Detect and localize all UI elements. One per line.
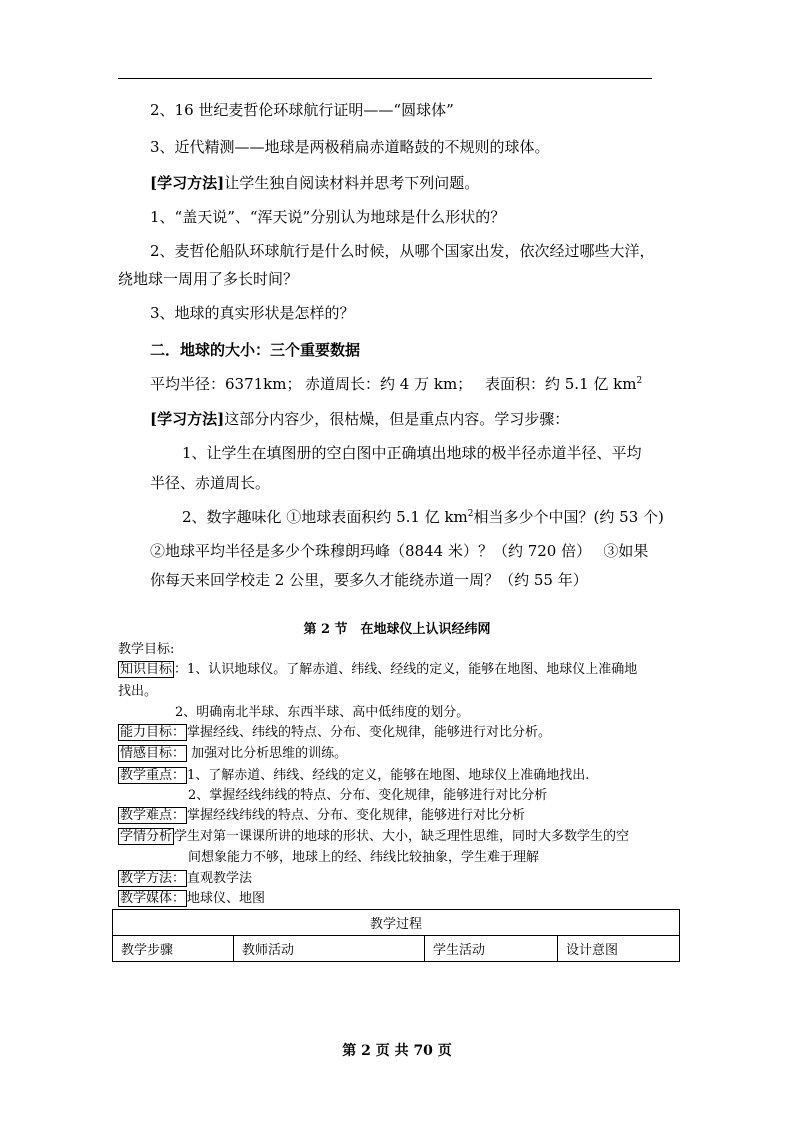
method-tag: [学习方法] [150,410,225,428]
paragraph-line: 2、16 世纪麦哲伦环球航行证明——“圆球体” [150,101,454,119]
step-line: 1、让学生在填图册的空白图中正确填出地球的极半径赤道半径、平均 [182,444,642,462]
data-circumference: 赤道周长：约 4 万 km； [305,375,473,393]
media-tag: 教学媒体： [120,891,186,906]
difficulty-tag: 教学难点： [120,808,186,823]
table-title: 教学过程 [113,910,680,936]
method-paragraph [150,409,569,429]
teaching-difficulty: 教学难点： 掌握经线纬线的特点、分布、变化规律，能够进行对比分析 [120,808,526,823]
method-text: 这部分内容少，很枯燥，但是重点内容。学习步骤： [224,410,570,428]
method-paragraph [150,173,479,193]
data-radius: 平均半径：6371km； [150,375,302,393]
section-heading: 二．地球的大小：三个重要数据 [150,341,361,359]
table-row [113,936,680,962]
table-header: 教学步骤 [113,936,234,962]
question-line: 2、麦哲伦船队环球航行是什么时候，从哪个国家出发，依次经过哪些大洋， [150,242,655,260]
lesson-title: 第 2 节 在地球仪上认识经纬网 [303,622,491,637]
knowledge-tag: 知识目标 [120,662,173,677]
step-line: 2、数字趣味化 ①地球表面积约 5.1 亿 $km^2$相当多少个中国？(约 53 个) [182,508,664,526]
situation-tag: 学情分析 [120,829,173,844]
table-header: 教师活动 [234,936,425,962]
table-header: 学生活动 [425,936,558,962]
emotion-goal: 情感目标： 加强对比分析思维的训练。 [120,746,348,761]
question-line: 绕地球一周用了多长时间？ [118,270,299,288]
method-text: 让学生独自阅读材料并思考下列问题。 [224,174,480,192]
knowledge-goal: 知识目标 ：1、认识地球仪。了解赤道、纬线、经线的定义，能够在地图、地球仪上准确地 [120,662,638,677]
ability-goal: 能力目标： 掌握经线、纬线的特点、分布、变化规律，能够进行对比分析。 [120,725,552,740]
paragraph-line: 3、近代精测——地球是两极稍扁赤道略鼓的不规则的球体。 [150,138,550,156]
page-footer: 第 2 页 共 70 页 [342,1043,452,1059]
ability-tag: 能力目标： [120,725,186,740]
step-line: 半径、赤道周长。 [150,474,271,492]
student-situation-cont: 间想象能力不够，地球上的经、纬线比较抽象，学生难于理解 [188,850,540,865]
header-rule [118,78,652,79]
goals-label: 教学目标: [118,642,175,657]
teaching-key-2: 2、掌握经线纬线的特点、分布、变化规律，能够进行对比分析 [188,788,548,803]
data-area: 表面积：约 5.1 亿 $km^2$ [485,375,643,393]
step-line: 你每天来回学校走 2 公里，要多久才能绕赤道一周？（约 55 年） [150,571,588,589]
emotion-tag: 情感目标： [120,746,186,761]
knowledge-goal-cont: 找出。 [118,684,158,699]
table-row [113,910,680,936]
method-tag: [学习方法] [150,174,225,192]
teaching-process-table [112,909,680,962]
teaching-method: 教学方法： 直观教学法 [120,871,253,886]
knowledge-goal-2: 2、明确南北半球、东西半球、高中低纬度的划分。 [175,705,470,720]
question-line: 1、“盖天说”、“浑天说”分别认为地球是什么形状的？ [150,208,506,226]
step-line: ②地球平均半径是多少个珠穆朗玛峰（8844 米）？（约 720 倍） ③如果 [150,542,649,560]
table-header: 设计意图 [558,936,680,962]
key-tag: 教学重点： [120,768,186,783]
teaching-method-tag: 教学方法： [120,871,186,886]
teaching-key: 教学重点： 1、了解赤道、纬线、经线的定义，能够在地图、地球仪上准确地找出. [120,768,590,783]
student-situation: 学情分析 学生对第一课课所讲的地球的形状、大小，缺乏理性思维，同时大多数学生的空 [120,829,630,844]
teaching-media: 教学媒体： 地球仪、地图 [120,891,266,906]
question-line: 3、地球的真实形状是怎样的？ [150,304,355,322]
